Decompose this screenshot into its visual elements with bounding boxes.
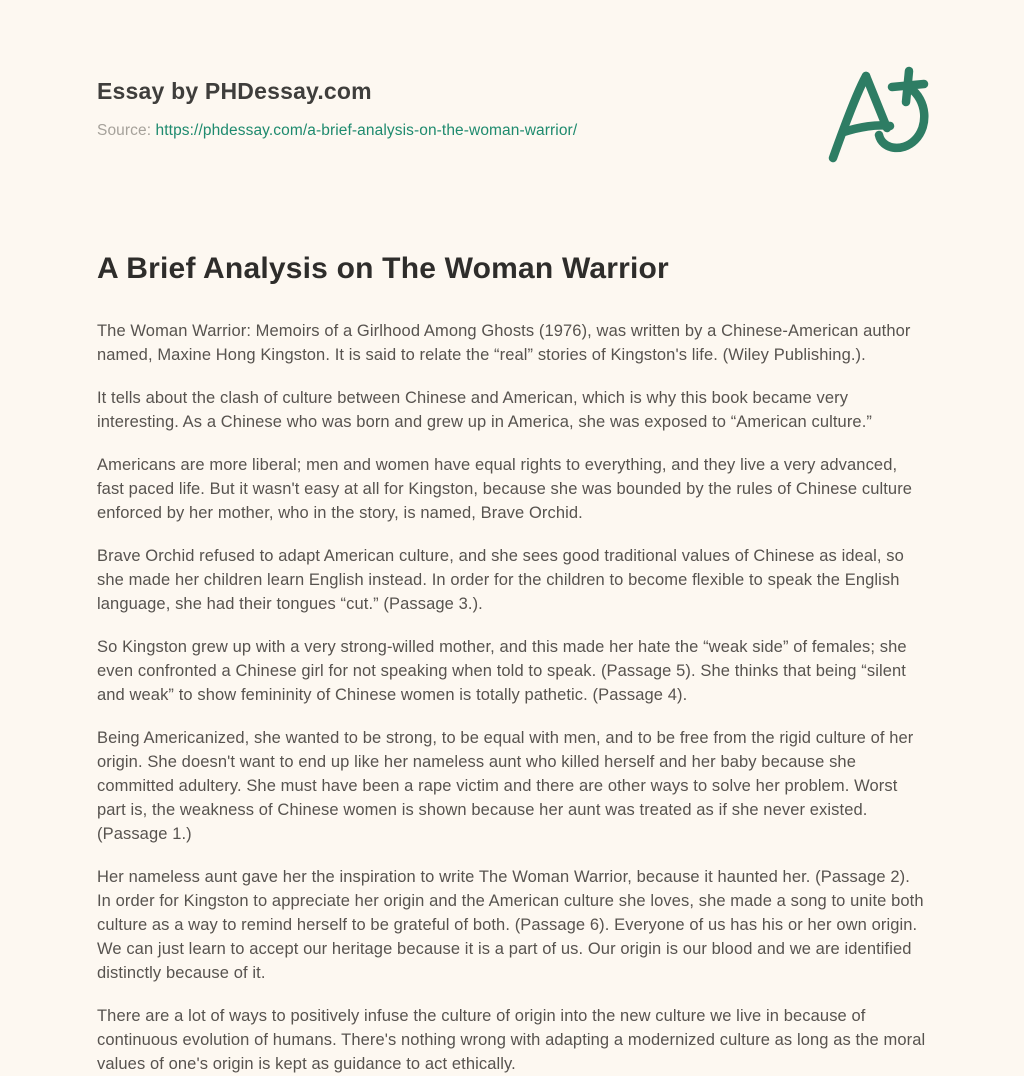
header-text-block (97, 74, 577, 140)
article-body (97, 319, 927, 1076)
essay-paragraph: It tells about the clash of culture between Chinese and American, which is why this book became very interesting. As a Chinese who was born and grew up in America, she was exposed to “American culture.” (97, 389, 872, 431)
essay-paragraph: Americans are more liberal; men and women have equal rights to everything, and they live a very advanced, fast paced life. But it wasn't easy at all for Kingston, because she was bounded by the rules of Chinese culture enforced by her mother, who in the story, is named, Brave Orchid. (97, 456, 913, 522)
site-title: Essay by PHDessay.com (97, 78, 372, 104)
content-column (97, 0, 927, 1076)
source-link[interactable]: https://phdessay.com/a-brief-analysis-on-the-woman-warrior/ (155, 122, 578, 139)
essay-paragraph: The Woman Warrior: Memoirs of a Girlhood Among Ghosts (1976), was written by a Chinese-American author named, Maxine Hong Kingston. It is said to relate the “real” stories of Kingston's life. (Wiley Publishing.). (97, 322, 911, 364)
essay-paragraph: Her nameless aunt gave her the inspiration to write The Woman Warrior, because it haunted her. (Passage 2). In order for Kingston to appreciate her origin and the American culture she loves, she made a song to unite both culture as a way to remind herself to be grateful of both. (Passage 6). Everyone of us has his or her own origin. We can just learn to accept our heritage because it is a part of us. Our origin is our blood and we are identified distinctly because of it. (97, 868, 924, 982)
source-label: Source: (97, 122, 152, 139)
a-plus-logo-icon (821, 64, 931, 166)
essay-paragraph: Being Americanized, she wanted to be strong, to be equal with men, and to be free from the rigid culture of her origin. She doesn't want to end up like her nameless aunt who killed herself and her baby because she committed adultery. She must have been a rape victim and there are other ways to solve her problem. Worst part is, the weakness of Chinese women is shown because her aunt was treated as if she never existed. (Passage 1.) (97, 729, 914, 843)
article-title: A Brief Analysis on The Woman Warrior (97, 252, 669, 285)
source-line (97, 122, 577, 140)
essay-paragraph: Brave Orchid refused to adapt American culture, and she sees good traditional values of Chinese as ideal, so she made her children learn English instead. In order for the children to become flexible to speak the English language, she had their tongues “cut.” (Passage 3.). (97, 547, 904, 613)
page-header (97, 74, 927, 166)
essay-paragraph: So Kingston grew up with a very strong-willed mother, and this made her hate the “weak side” of females; she even confronted a Chinese girl for not speaking when told to speak. (Passage 5). She thinks that being “silent and weak” to show femininity of Chinese women is totally pathetic. (Passage 4). (97, 638, 907, 704)
essay-paragraph: There are a lot of ways to positively infuse the culture of origin into the new culture we live in because of continuous evolution of humans. There's nothing wrong with adapting a modernized culture as long as the moral values of one's origin is kept as guidance to act ethically. (97, 1007, 926, 1073)
